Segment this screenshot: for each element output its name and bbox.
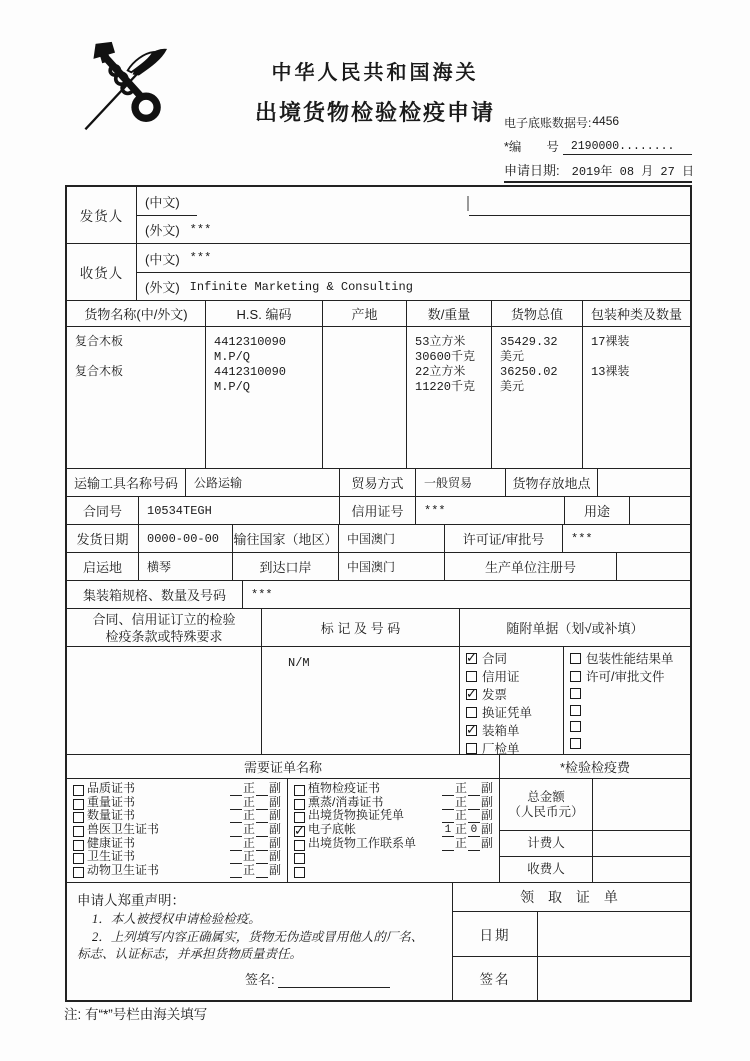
vehicle-label: 运输工具名称号码	[73, 476, 178, 491]
checkbox[interactable]	[73, 853, 84, 864]
consignee-label: 收货人	[67, 244, 137, 300]
signature-label: 签名:	[245, 971, 275, 987]
application-date-value: 2019年 08 月 27 日	[571, 165, 695, 179]
footer-note: 注: 有“*”号栏由海关填写	[64, 1007, 208, 1022]
ship-date-value: 0000-00-00	[138, 525, 232, 552]
docs-left-column	[460, 647, 563, 754]
checkbox[interactable]	[294, 826, 305, 837]
fee-calculator-label: 计费人	[500, 831, 593, 856]
clauses-header-row	[67, 608, 690, 646]
transport-row-vehicle	[67, 468, 690, 496]
doc-option	[564, 685, 690, 702]
form-title: 中华人民共和国海关	[271, 62, 479, 84]
docs-right-column	[563, 647, 690, 754]
goods-col-qty: 53立方米 30600千克 22立方米 11220千克	[406, 327, 491, 468]
pickup-date-value	[538, 912, 690, 956]
doc-option: 许可/审批文件	[564, 667, 690, 685]
vehicle-value: 公路运输	[185, 469, 339, 496]
ledger-number-value: 4456	[592, 114, 620, 128]
certificates-header-row	[67, 754, 690, 778]
storage-label: 货物存放地点	[505, 469, 597, 496]
certificate-option: 卫生证书 正 副	[73, 851, 281, 864]
fee-block	[499, 779, 690, 882]
clauses-body-row	[67, 646, 690, 754]
pickup-sign-value	[538, 957, 690, 1001]
contract-value: 10534TEGH	[138, 497, 339, 524]
goods-header-value: 货物总值	[491, 301, 582, 326]
checkbox[interactable]	[570, 653, 581, 664]
destination-value: 中国澳门	[338, 525, 444, 552]
customs-emblem-icon	[78, 36, 170, 143]
consignee-cn-row	[137, 244, 690, 272]
serial-number-line	[504, 137, 692, 155]
checkbox[interactable]	[570, 671, 581, 682]
transport-row-container	[67, 580, 690, 608]
fee-total-label: 总金额 （人民币元）	[500, 779, 593, 830]
pickup-date-label: 日期	[453, 912, 538, 956]
checkbox[interactable]	[466, 671, 477, 682]
cn-prefix: (中文)	[145, 251, 180, 267]
clauses-label: 合同、信用证订立的检验 检疫条款或特殊要求	[92, 611, 236, 644]
checkbox[interactable]	[294, 812, 305, 823]
header-fields	[504, 114, 695, 183]
lc-label: 信用证号	[339, 497, 415, 524]
serial-number-label: *编 号	[504, 140, 559, 154]
checkbox[interactable]	[570, 688, 581, 699]
pickup-sign-row	[453, 956, 690, 1001]
goods-body	[67, 326, 690, 468]
fee-collector-row	[500, 856, 690, 882]
goods-header-packing: 包装种类及数量	[582, 301, 690, 326]
destination-label: 输往国家（地区）	[232, 525, 338, 552]
goods-header-origin: 产地	[322, 301, 406, 326]
storage-value	[597, 469, 690, 496]
goods-header-hs: H.S. 编码	[205, 301, 322, 326]
doc-option	[564, 735, 690, 752]
checkbox[interactable]	[466, 689, 477, 700]
pickup-title: 领 取 证 单	[520, 889, 623, 905]
checkbox[interactable]	[466, 653, 477, 664]
goods-header-qty: 数/重量	[406, 301, 491, 326]
doc-option: 包装性能结果单	[564, 649, 690, 667]
pickup-date-row	[453, 911, 690, 956]
certificates-section-label: 需要证单名称	[243, 760, 322, 775]
fee-collector-label: 收费人	[500, 857, 593, 882]
declaration-cell	[67, 883, 452, 1000]
checkbox[interactable]	[466, 725, 477, 736]
checkbox[interactable]	[466, 707, 477, 718]
departure-label: 启运地	[82, 560, 122, 575]
checkbox[interactable]	[73, 840, 84, 851]
certificates-column-1	[67, 779, 287, 882]
consignor-fn-value: ***	[189, 222, 212, 237]
checkbox[interactable]	[73, 785, 84, 796]
declaration-row	[67, 882, 690, 1000]
goods-col-packing: 17裸装 13裸装	[582, 327, 690, 468]
applicant-signature-row	[77, 969, 390, 988]
certificate-option: ✓ 电子底帐 1 正 0 副	[294, 824, 493, 837]
checkbox[interactable]	[294, 785, 305, 796]
goods-col-value: 35429.32 美元 36250.02 美元	[491, 327, 582, 468]
doc-option	[564, 702, 690, 719]
form-subtitle: 出境货物检验检疫申请	[254, 100, 495, 125]
checkbox[interactable]	[570, 721, 581, 732]
redaction-overlay	[197, 192, 469, 219]
form-table	[65, 185, 692, 1002]
certificate-option	[294, 851, 493, 864]
checkbox[interactable]	[570, 705, 581, 716]
trade-mode-label: 贸易方式	[339, 469, 415, 496]
transport-row-contract	[67, 496, 690, 524]
ledger-number-line	[504, 114, 692, 131]
certificates-column-2	[287, 779, 499, 882]
goods-col-origin	[322, 327, 406, 468]
use-label: 用途	[564, 497, 629, 524]
attached-docs-cell	[459, 647, 690, 754]
signature-line	[278, 975, 390, 988]
serial-number-value: 2190000........	[563, 140, 692, 155]
transport-row-departure	[67, 552, 690, 580]
certificate-option: 出境货物换证凭单 正 副	[294, 810, 493, 823]
consignee-cn-value: ***	[189, 251, 212, 265]
container-value: ***	[242, 581, 690, 608]
checkbox[interactable]	[294, 799, 305, 810]
goods-col-hs: 4412310090 M.P/Q 4412310090 M.P/Q	[205, 327, 322, 468]
doc-option: 换证凭单	[460, 703, 563, 721]
certificate-option: 健康证书 正 副	[73, 838, 281, 851]
certificate-option: 数量证书 正 副	[73, 810, 281, 823]
certificate-option: 重量证书 正 副	[73, 797, 281, 810]
certificate-option: 品质证书 正 副	[73, 783, 281, 796]
application-date-line	[504, 160, 695, 183]
producer-reg-label: 生产单位注册号	[444, 553, 616, 580]
consignor-fn-row	[137, 215, 690, 243]
ledger-number-label: 电子底账数据号:	[504, 116, 592, 130]
use-value	[629, 497, 690, 524]
consignee-fn-row	[137, 272, 690, 300]
transport-row-shipdate	[67, 524, 690, 552]
fee-calculator-value	[593, 831, 690, 856]
certificate-option: 出境货物工作联系单 正 副	[294, 838, 493, 851]
fee-total-value	[593, 779, 690, 830]
license-value: ***	[562, 525, 690, 552]
checkbox[interactable]	[294, 867, 305, 878]
goods-col-name: 复合木板 复合木板	[75, 335, 124, 379]
checkbox[interactable]	[570, 738, 581, 749]
fee-section-label: *检验检疫费	[499, 755, 690, 778]
consignee-fn-value: Infinite Marketing & Consulting	[189, 279, 413, 294]
marks-value: N/M	[261, 647, 459, 754]
certificate-option	[294, 865, 493, 878]
consignee-block	[67, 243, 690, 300]
certificate-option: 熏蒸/消毒证书 正 副	[294, 797, 493, 810]
cn-prefix: (中文)	[145, 194, 180, 210]
goods-header-name: 货物名称(中/外文)	[84, 307, 188, 322]
doc-option: 厂检单	[460, 739, 563, 754]
certificate-pickup-block	[452, 883, 690, 1000]
doc-option	[564, 719, 690, 736]
goods-header-row	[67, 300, 690, 326]
doc-option: ✓ 发票	[460, 685, 563, 703]
consignor-block	[67, 187, 690, 243]
arrival-port-value: 中国澳门	[338, 553, 444, 580]
checkbox[interactable]	[73, 799, 84, 810]
certificate-option: 动物卫生证书 正 副	[73, 865, 281, 878]
lc-value: ***	[415, 497, 564, 524]
contract-label: 合同号	[82, 504, 122, 519]
checkbox[interactable]	[73, 867, 84, 878]
checkbox[interactable]	[294, 853, 305, 864]
certificate-option: 植物检疫证书 正 副	[294, 783, 493, 796]
doc-option: ✓ 合同	[460, 649, 563, 667]
consignor-cn-row	[137, 187, 690, 215]
fn-prefix: (外文)	[145, 280, 180, 295]
consignor-label: 发货人	[67, 187, 137, 243]
fee-collector-value	[593, 857, 690, 882]
pickup-sign-label: 签名	[453, 957, 538, 1001]
producer-reg-value	[616, 553, 690, 580]
certificates-body-row	[67, 778, 690, 882]
doc-option: ✓ 装箱单	[460, 721, 563, 739]
doc-option: 信用证	[460, 667, 563, 685]
clauses-value	[67, 647, 261, 754]
declaration-title: 申请人郑重声明：	[77, 893, 185, 908]
arrival-port-label: 到达口岸	[232, 553, 338, 580]
declaration-body: 1．本人被授权申请检验检疫。 2．上列填写内容正确属实，货物无伪造或冒用他人的厂名、 标志、认证标志，并承担货物质量责任。	[77, 912, 424, 961]
checkbox[interactable]	[294, 840, 305, 851]
trade-mode-value: 一般贸易	[415, 469, 505, 496]
marks-label: 标 记 及 号 码	[261, 609, 459, 646]
application-date-label: 申请日期:	[504, 163, 560, 178]
license-label: 许可证/审批号	[444, 525, 562, 552]
container-label: 集装箱规格、数量及号码	[82, 588, 226, 603]
fn-prefix: (外文)	[145, 223, 180, 238]
fee-calculator-row	[500, 830, 690, 856]
certificate-option: 兽医卫生证书 正 副	[73, 824, 281, 837]
fee-total-row	[500, 779, 690, 830]
departure-value: 横琴	[138, 553, 232, 580]
checkbox[interactable]	[73, 826, 84, 837]
ship-date-label: 发货日期	[76, 532, 129, 547]
checkbox[interactable]	[466, 743, 477, 754]
checkbox[interactable]	[73, 812, 84, 823]
attached-docs-label: 随附单据（划√或补填）	[459, 609, 690, 646]
